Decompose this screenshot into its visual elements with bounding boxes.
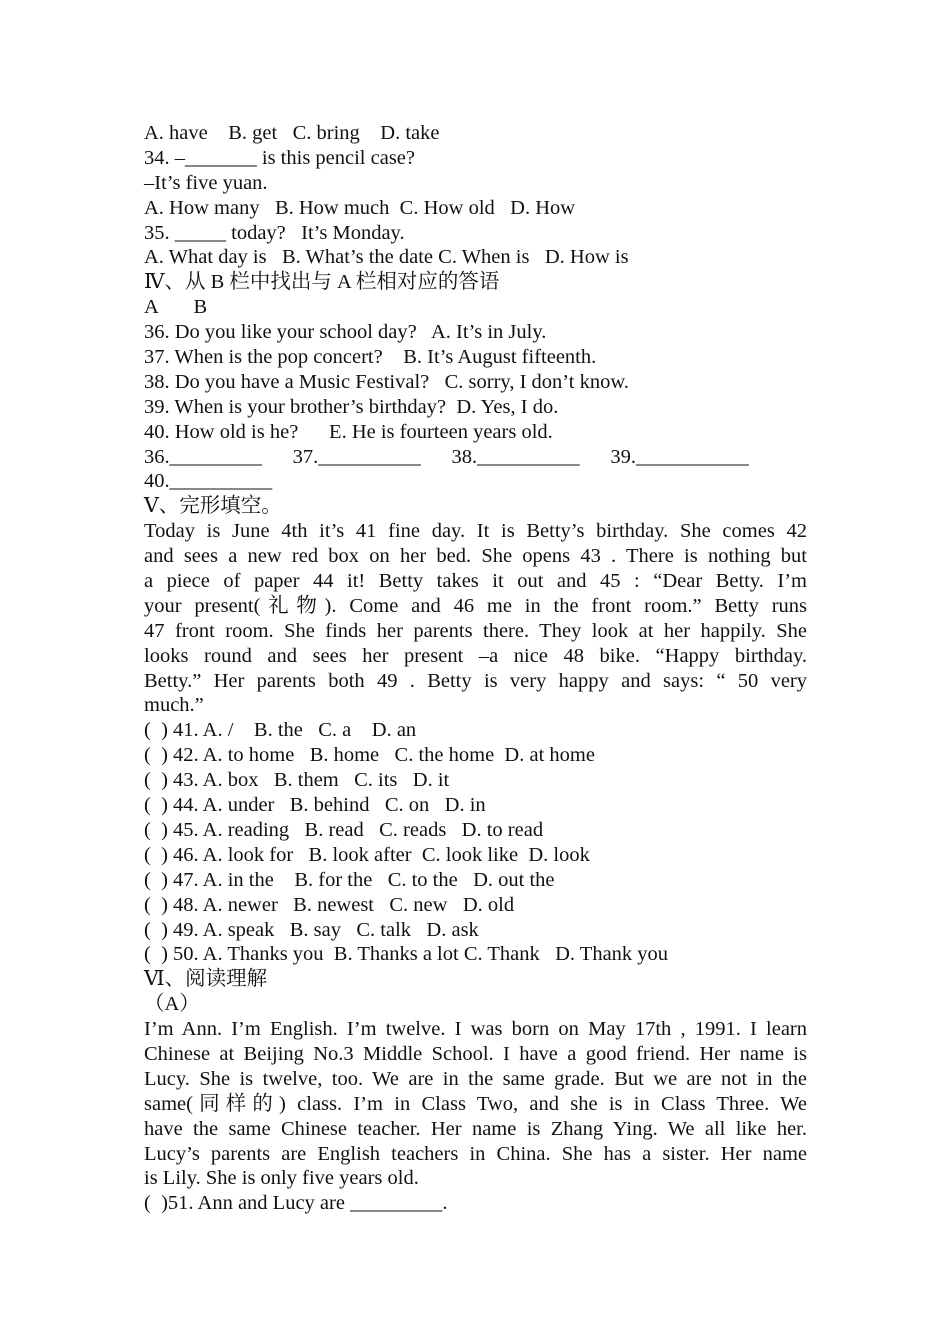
q34-options: A. How many B. How much C. How old D. How	[144, 196, 576, 219]
document-page	[144, 121, 807, 1216]
q51-question: ( )51. Ann and Lucy are _________.	[144, 1192, 448, 1215]
passage-line: 47 front room. She finds her parents there. They look at her happily. She	[144, 619, 807, 642]
section6-part: （A）	[144, 993, 200, 1016]
passage-line: is Lily. She is only five years old.	[144, 1167, 419, 1190]
section6-title: Ⅵ、阅读理解	[144, 968, 268, 991]
q35-options: A. What day is B. What’s the date C. When is D. How is	[144, 246, 629, 269]
reading-passage	[144, 1017, 807, 1191]
cloze-question: ( ) 41. A. / B. the C. a D. an	[144, 719, 417, 742]
passage-line: Lucy’s parents are English teachers in China. She has a sister. Her name	[144, 1142, 807, 1165]
q35-question: 35. _____ today? It’s Monday.	[144, 221, 405, 244]
section4-columns: A B	[144, 296, 208, 319]
cloze-question: ( ) 45. A. reading B. read C. reads D. to read	[144, 818, 544, 841]
q34-answer: –It’s five yuan.	[144, 171, 268, 194]
passage-line: looks round and sees her present –a nice 48 bike. “Happy birthday.	[144, 644, 807, 667]
cloze-question: ( ) 46. A. look for B. look after C. look like D. look	[144, 843, 590, 866]
section4-title: Ⅳ、从 B 栏中找出与 A 栏相对应的答语	[144, 271, 500, 294]
passage-line: Today is June 4th it’s 41 fine day. It is Betty’s birthday. She comes 42	[144, 520, 807, 543]
answer-blanks: 36._________ 37.__________ 38.__________ 39.___________	[144, 445, 749, 468]
cloze-passage	[144, 519, 807, 718]
passage-line: your present(礼物). Come and 46 me in the front room.” Betty runs	[144, 594, 807, 617]
q33-options: A. have B. get C. bring D. take	[144, 122, 440, 144]
cloze-question: ( ) 48. A. newer B. newest C. new D. old	[144, 893, 515, 916]
passage-line: have the same Chinese teacher. Her name is Zhang Ying. We all like her.	[144, 1117, 807, 1140]
match-item: 36. Do you like your school day? A. It’s in July.	[144, 321, 547, 344]
answer-blanks: 40.__________	[144, 470, 273, 493]
cloze-question: ( ) 49. A. speak B. say C. talk D. ask	[144, 918, 479, 941]
cloze-question: ( ) 44. A. under B. behind C. on D. in	[144, 794, 486, 817]
match-item: 39. When is your brother’s birthday? D. Yes, I do.	[144, 395, 559, 418]
match-item: 37. When is the pop concert? B. It’s August fifteenth.	[144, 346, 597, 369]
passage-line: much.”	[144, 694, 204, 717]
section5-title: Ⅴ、完形填空。	[144, 495, 282, 518]
match-item: 40. How old is he? E. He is fourteen years old.	[144, 420, 553, 443]
passage-line: Lucy. She is twelve, too. We are in the same grade. But we are not in the	[144, 1067, 807, 1090]
cloze-question: ( ) 42. A. to home B. home C. the home D. at home	[144, 744, 595, 767]
cloze-question: ( ) 47. A. in the B. for the C. to the D. out the	[144, 868, 555, 891]
match-item: 38. Do you have a Music Festival? C. sorry, I don’t know.	[144, 370, 629, 393]
passage-line: I’m Ann. I’m English. I’m twelve. I was born on May 17th , 1991. I learn	[144, 1018, 807, 1041]
passage-line: same(同样的) class. I’m in Class Two, and she is in Class Three. We	[144, 1092, 807, 1115]
cloze-question: ( ) 43. A. box B. them C. its D. it	[144, 769, 450, 792]
passage-line: a piece of paper 44 it! Betty takes it out and 45 : “Dear Betty. I’m	[144, 570, 807, 593]
passage-line: Betty.” Her parents both 49 . Betty is very happy and says: “ 50 very	[144, 669, 807, 692]
cloze-question: ( ) 50. A. Thanks you B. Thanks a lot C. Thank D. Thank you	[144, 943, 669, 966]
q34-question: 34. –_______ is this pencil case?	[144, 146, 416, 169]
passage-line: Chinese at Beijing No.3 Middle School. I have a good friend. Her name is	[144, 1042, 807, 1065]
passage-line: and sees a new red box on her bed. She opens 43 . There is nothing but	[144, 545, 807, 568]
